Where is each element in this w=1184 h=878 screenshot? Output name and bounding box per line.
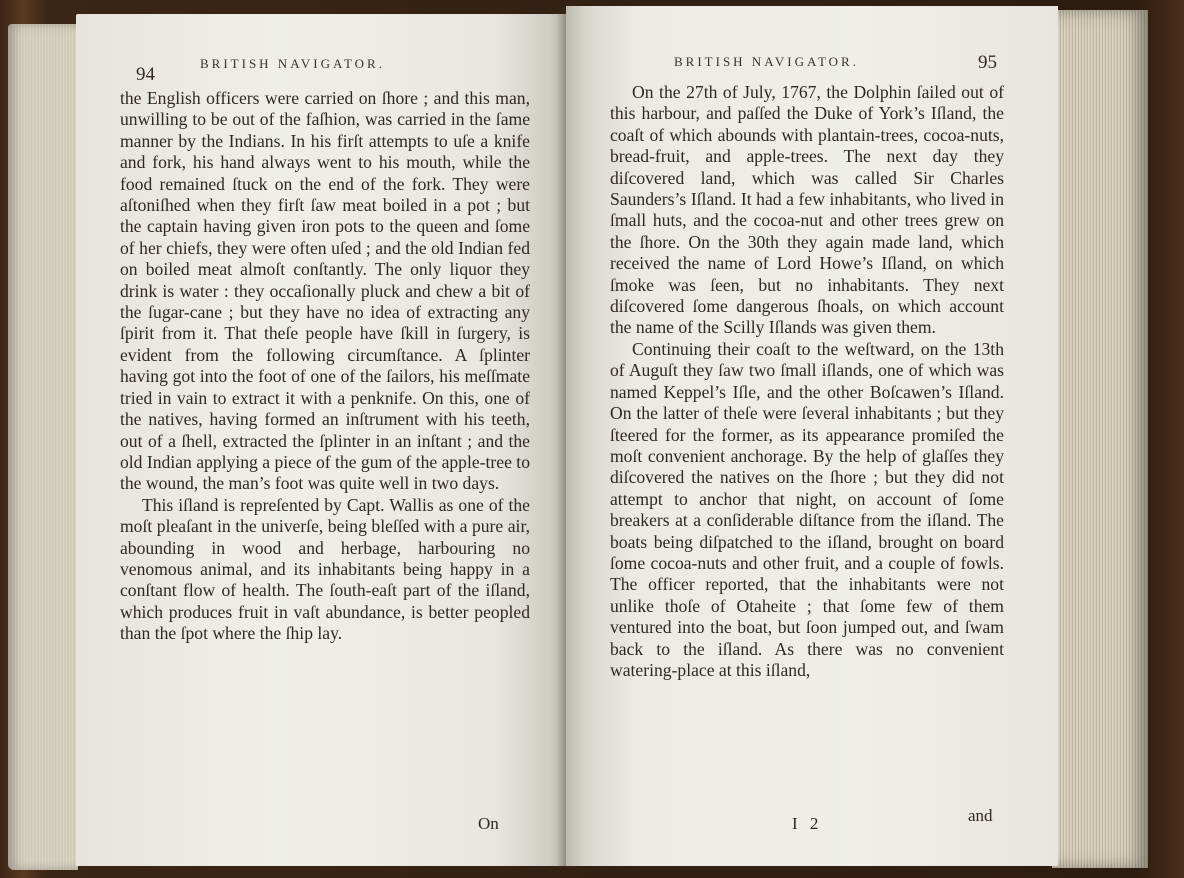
left-paragraph-2: This iſland is repreſented by Capt. Wallis as one of the moſt pleaſant in the univerſe, being bleſſed with a pure air, abounding in wood and herbage, harbouring no venomous animal, and its inhabitants being happy in a conſtant flow of health. The ſouth-eaſt part of the iſland, which produces fruit in vaſt abundance, is better peopled than the ſpot where the ſhip lay.	[120, 494, 530, 644]
right-page	[566, 6, 1058, 866]
right-running-head: BRITISH NAVIGATOR.	[674, 54, 859, 69]
right-page-edges	[1052, 10, 1148, 868]
left-body-text	[120, 88, 530, 645]
right-paragraph-2: Continuing their coaſt to the weſtward, on the 13th of Auguſt they ſaw two ſmall iſlands, one of which was named Keppel’s Iſle, and the other Boſcawen’s Iſland. On the latter of theſe were ſeveral inhabitants ; but they ſteered for the former, as its appearance promiſed the moſt convenient anchorage. By the help of glaſſes they diſcovered the natives on the ſhore ; but they did not attempt to anchor that night, on account of ſome breakers at a conſiderable diſtance from the iſland. The boats being diſpatched to the iſland, brought on board ſome cocoa-nuts and other fruit, and a couple of fowls. The officer reported, that the inhabitants were not unlike thoſe of Otaheite ; that ſome few of them ventured into the boat, but ſoon jumped out, and ſwam back to the iſland. As there was no convenient watering-place at this iſland,	[610, 338, 1004, 680]
right-catchword: and	[968, 806, 993, 825]
left-folio: 94	[136, 64, 155, 85]
left-paragraph-1: the English officers were carried on ſhore ; and this man, unwilling to be out of the faſhion, was carried in the ſame manner by the Indians. In his firſt attempts to uſe a knife and fork, his hand always went to his mouth, while the food remained ſtuck on the end of the fork. They were aſtoniſhed when they firſt ſaw meat boiled in a pot ; but the captain having given iron pots to the queen and ſome of her chiefs, they were often uſed ; and the old Indian fed on boiled meat almoſt conſtantly. The only liquor they drink is water : they occaſionally pluck and chew a bit of the ſugar-cane ; but they have no idea of extracting any ſpirit from it. That theſe people have ſkill in ſurgery, is evident from the following circumſtance. A ſplinter having got into the foot of one of the ſailors, his meſſmate tried in vain to extract it with a penknife. On this, one of the natives, having formed an inſtrument with his teeth, out of a ſhell, extracted the ſplinter in an inſtant ; and the old Indian applying a piece of the gum of the apple-tree to the wound, the man’s foot was quite well in two days.	[120, 88, 530, 494]
left-page	[76, 14, 568, 866]
left-page-edges	[8, 24, 78, 870]
right-folio: 95	[978, 52, 997, 73]
left-catchword: On	[478, 814, 499, 833]
left-running-head: BRITISH NAVIGATOR.	[200, 56, 385, 71]
signature-mark: I 2	[792, 814, 823, 833]
right-body-text	[610, 82, 1004, 681]
right-paragraph-1: On the 27th of July, 1767, the Dolphin ſailed out of this harbour, and paſſed the Duke of York’s Iſland, the coaſt of which abounds with plantain-trees, cocoa-nuts, bread-fruit, and apple-trees. The next day they diſcovered land, which was called Sir Charles Saunders’s Iſland. It had a few inhabitants, who lived in ſmall huts, and the cocoa-nut and other trees grew on the ſhore. On the 30th they again made land, which received the name of Lord Howe’s Iſland, on which ſmoke was ſeen, but no inhabitants. They next diſcovered ſome dangerous ſhoals, on which account the name of the Scilly Iſlands was given them.	[610, 82, 1004, 338]
